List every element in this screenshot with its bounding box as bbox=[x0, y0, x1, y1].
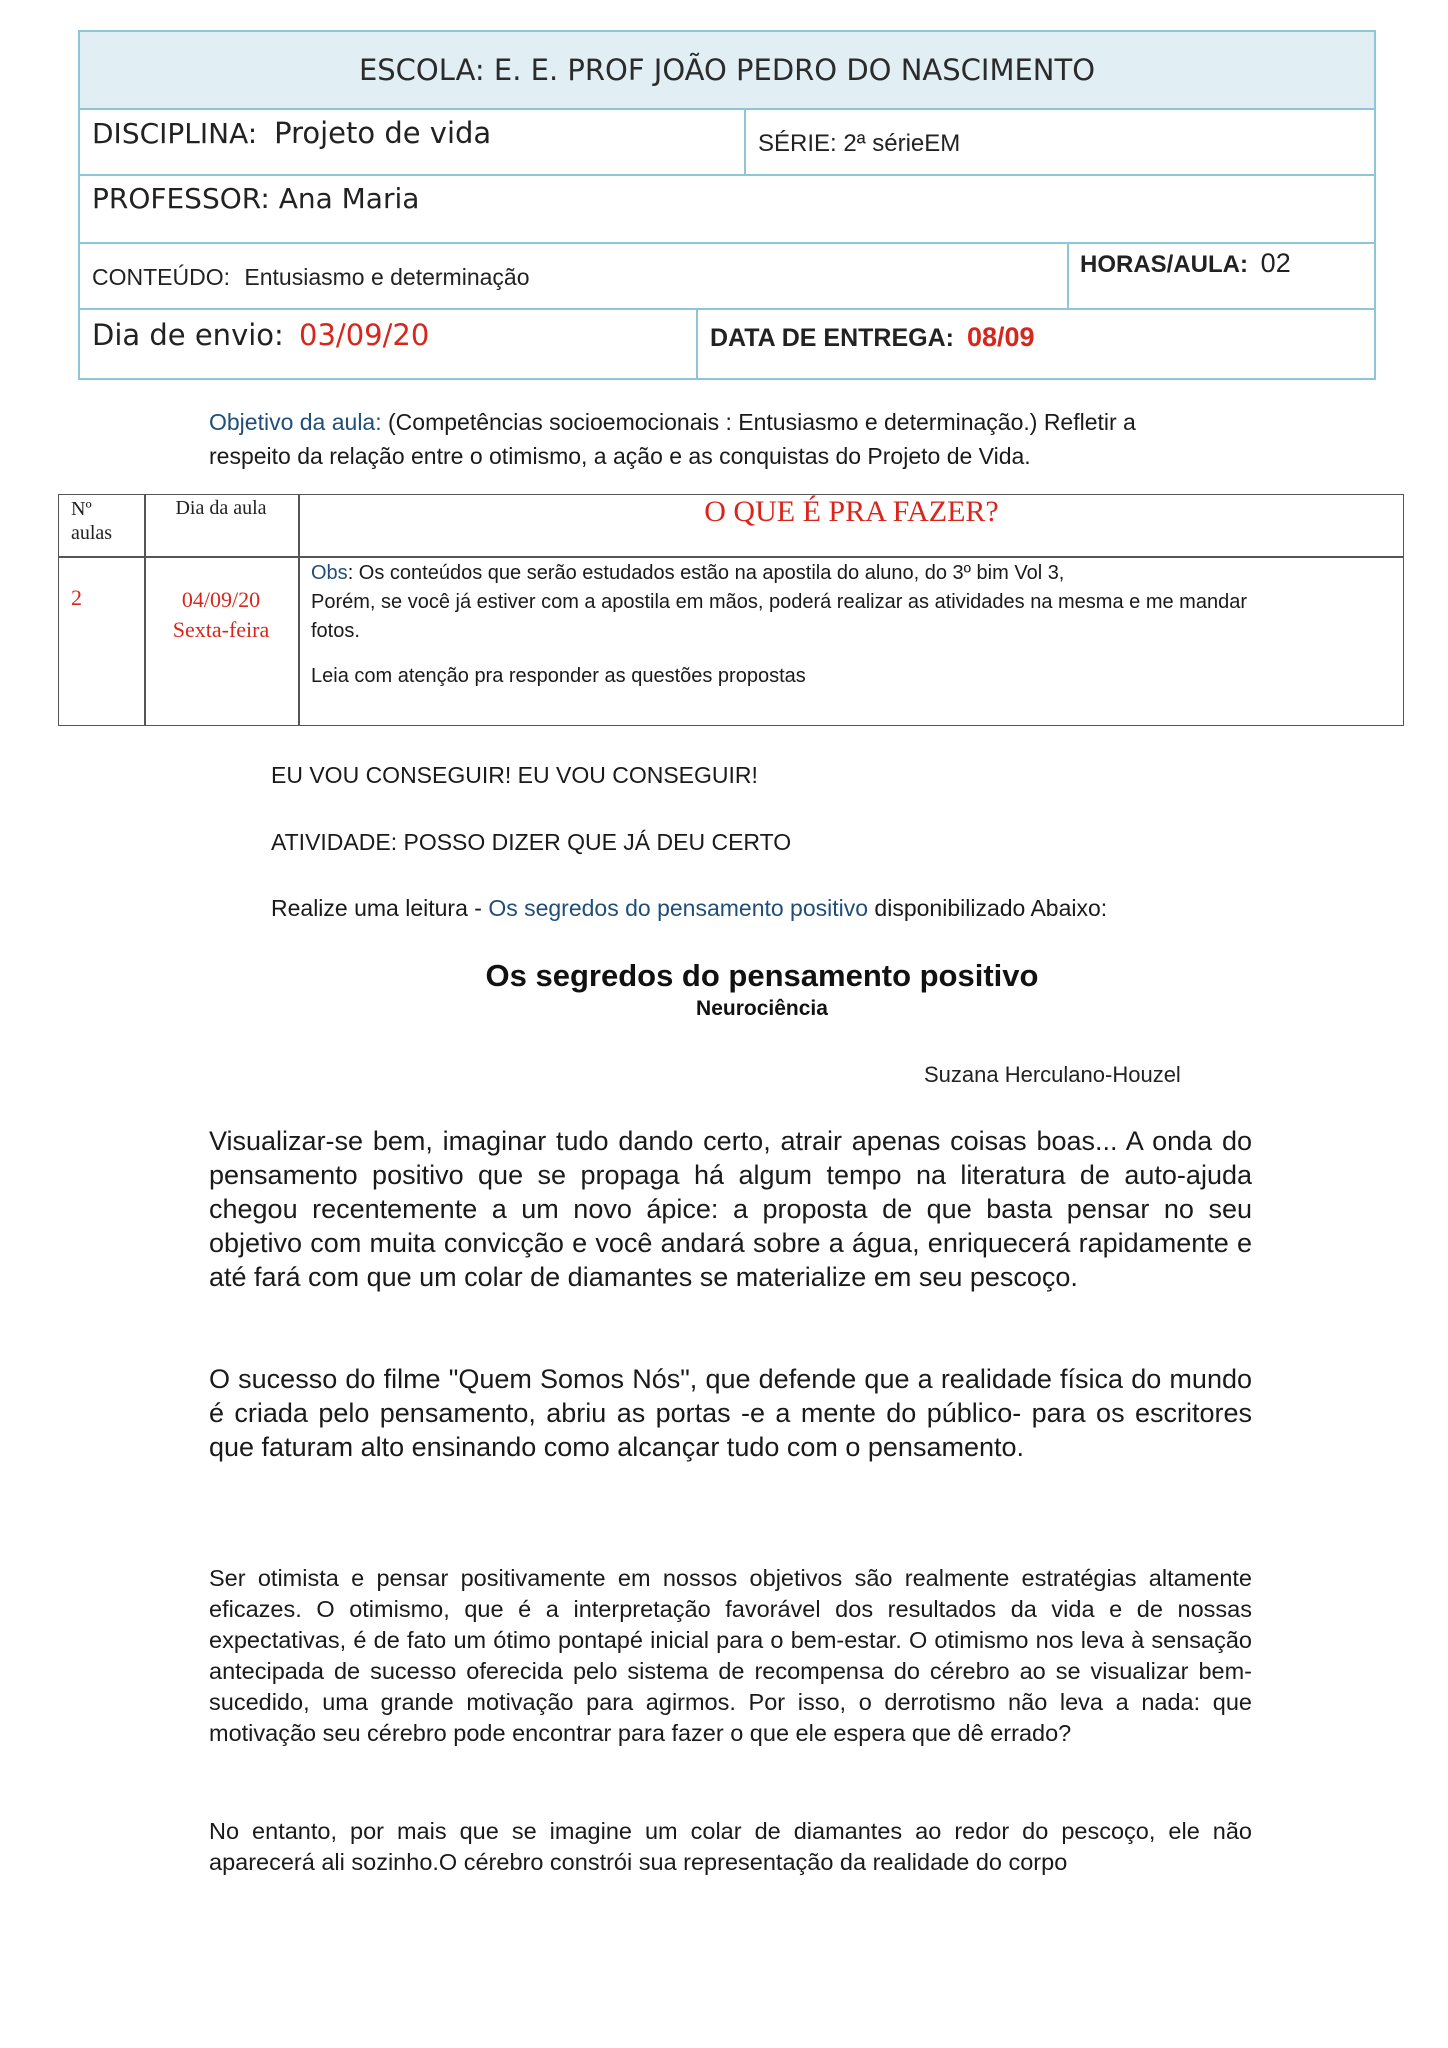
activity-suffix: disponibilizado Abaixo: bbox=[868, 895, 1108, 921]
col-header-aulas bbox=[71, 497, 112, 545]
content-label: CONTEÚDO: bbox=[92, 264, 230, 290]
article-author: Suzana Herculano-Houzel bbox=[924, 1062, 1181, 1087]
divider bbox=[744, 110, 746, 174]
hours-field bbox=[1080, 248, 1291, 279]
discipline-label: DISCIPLINA: bbox=[92, 117, 258, 150]
divider bbox=[696, 308, 698, 380]
article-link[interactable]: Os segredos do pensamento positivo bbox=[488, 895, 869, 921]
col-header-line: aulas bbox=[71, 522, 113, 544]
article-paragraph-3: Ser otimista e pensar positivamente em nossos objetivos são realmente estratégias altamente eficazes. O otimismo, que é a interpretação favorável dos resultados da vida e de nossas expectativas, é de fato um ótimo pontapé inicial para o bem-estar. O otimismo nos leva à sensação antecipada de sucesso oferecida pelo sistema de recompensa do cérebro ao se visualizar bem-sucedido, uma grande motivação para agirmos. Por isso, o derrotismo não leva a nada: que motivação seu cérebro pode encontrar para fazer o que ele espera que dê errado? bbox=[209, 1565, 1252, 1746]
article-title: Os segredos do pensamento positivo bbox=[485, 958, 1039, 993]
hours-label: HORAS/AULA: bbox=[1080, 251, 1248, 278]
obs-line: fotos. bbox=[311, 620, 360, 642]
send-date-field bbox=[92, 318, 429, 352]
article-paragraph-1: Visualizar-se bem, imaginar tudo dando certo, atrair apenas coisas boas... A onda do pensamento positivo que se propaga há algum tempo na literatura de auto-ajuda chegou recentemente a um novo ápice: a proposta de que basta pensar no seu objetivo com muita convicção e você andará sobre a água, enriquecerá rapidamente e até fará com que um colar de diamantes se materialize em seu pescoço. bbox=[209, 1126, 1252, 1292]
divider bbox=[1067, 242, 1069, 308]
delivery-date-label: DATA DE ENTREGA: bbox=[710, 324, 954, 352]
objective-line: (Competências socioemocionais : Entusiasmo e determinação.) Refletir a bbox=[388, 409, 1136, 435]
objective-text bbox=[209, 405, 1136, 473]
divider bbox=[80, 174, 1374, 176]
activity-line-3 bbox=[271, 895, 1107, 922]
professor-field: PROFESSOR: Ana Maria bbox=[92, 182, 420, 215]
col-header-line: Nº bbox=[71, 498, 92, 520]
article-paragraph-4: No entanto, por mais que se imagine um colar de diamantes ao redor do pescoço, ele não aparecerá ali sozinho.O cérebro constrói sua representação da realidade do corpo bbox=[209, 1818, 1252, 1875]
lesson-weekday: Sexta-feira bbox=[172, 617, 270, 642]
school-name: ESCOLA: E. E. PROF JOÃO PEDRO DO NASCIMENTO bbox=[80, 32, 1374, 110]
activity-line-2: ATIVIDADE: POSSO DIZER QUE JÁ DEU CERTO bbox=[271, 829, 792, 855]
divider bbox=[59, 556, 1403, 558]
divider bbox=[298, 495, 300, 725]
content-value: Entusiasmo e determinação bbox=[244, 264, 530, 290]
send-date-value: 03/09/20 bbox=[299, 318, 430, 352]
lesson-date: 04/09/20 bbox=[181, 587, 261, 612]
obs-label: Obs bbox=[311, 562, 348, 584]
hours-value: 02 bbox=[1260, 248, 1291, 278]
send-date-label: Dia de envio: bbox=[92, 318, 284, 352]
col-header-day: Dia da aula bbox=[175, 497, 267, 519]
aulas-count: 2 bbox=[71, 585, 82, 610]
discipline-field bbox=[92, 116, 491, 150]
col-header-todo: O QUE É PRA FAZER? bbox=[704, 495, 999, 528]
obs-cell bbox=[311, 559, 1396, 691]
lesson-table bbox=[58, 494, 1404, 726]
content-field bbox=[92, 264, 530, 291]
activity-prefix: Realize uma leitura - bbox=[271, 895, 489, 921]
obs-line: Porém, se você já estiver com a apostila em mãos, poderá realizar as atividades na mesma e me mandar bbox=[311, 591, 1247, 613]
delivery-date-field bbox=[710, 322, 1035, 353]
objective-line: respeito da relação entre o otimismo, a ação e as conquistas do Projeto de Vida. bbox=[209, 443, 1031, 469]
objective-label: Objetivo da aula: bbox=[209, 409, 382, 435]
article-subtitle: Neurociência bbox=[696, 997, 828, 1020]
serie-field: SÉRIE: 2ª sérieEM bbox=[758, 130, 961, 157]
delivery-date-value: 08/09 bbox=[966, 322, 1035, 352]
activity-line-1: EU VOU CONSEGUIR! EU VOU CONSEGUIR! bbox=[271, 762, 758, 788]
lesson-day bbox=[144, 585, 298, 645]
divider bbox=[80, 242, 1374, 244]
obs-line: : Os conteúdos que serão estudados estão na apostila do aluno, do 3º bim Vol 3, bbox=[347, 562, 1065, 584]
divider bbox=[80, 308, 1374, 310]
obs-line: Leia com atenção pra responder as questões propostas bbox=[311, 665, 806, 687]
article-paragraph-2: O sucesso do filme "Quem Somos Nós", que defende que a realidade física do mundo é criada pelo pensamento, abriu as portas -e a mente do público- para os escritores que faturam alto ensinando como alcançar tudo com o pensamento. bbox=[209, 1364, 1252, 1462]
header-table bbox=[78, 30, 1376, 380]
discipline-value: Projeto de vida bbox=[274, 116, 492, 150]
